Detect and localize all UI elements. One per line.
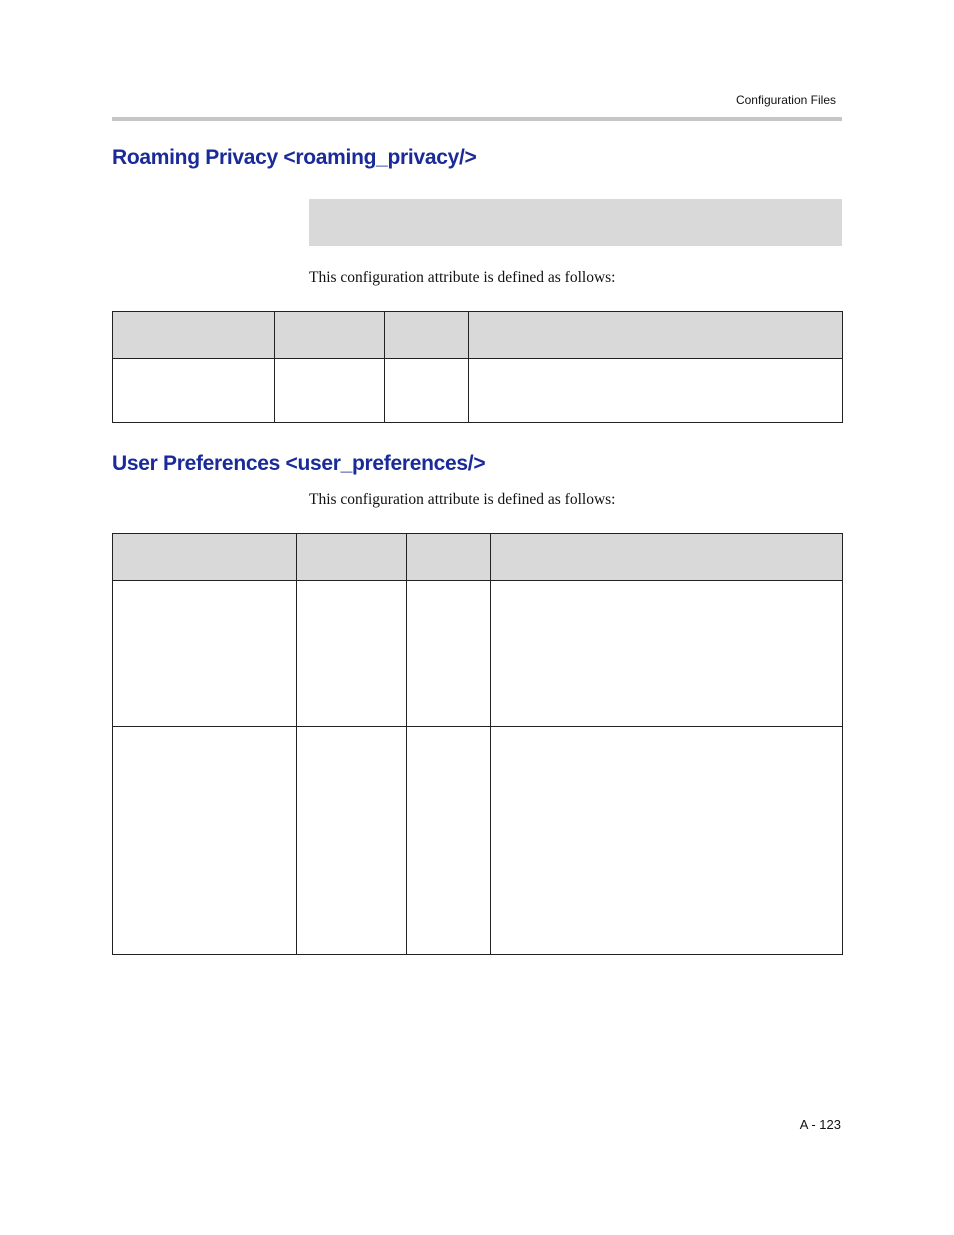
header-cell xyxy=(113,312,275,359)
table-cell xyxy=(113,581,297,727)
page-number: A - 123 xyxy=(799,1117,841,1132)
header-cell xyxy=(297,534,407,581)
table-cell xyxy=(297,581,407,727)
table-cell xyxy=(407,727,491,955)
header-cell xyxy=(275,312,385,359)
header-rule xyxy=(112,117,842,121)
table-cell xyxy=(491,581,843,727)
header-cell xyxy=(385,312,469,359)
note-box xyxy=(309,199,842,246)
section-heading-roaming-privacy: Roaming Privacy <roaming_privacy/> xyxy=(112,146,477,169)
table-cell xyxy=(469,359,843,423)
section-heading-user-preferences: User Preferences <user_preferences/> xyxy=(112,452,486,475)
table-header-row xyxy=(113,534,843,581)
table-cell xyxy=(407,581,491,727)
table-cell xyxy=(297,727,407,955)
roaming-privacy-table xyxy=(112,311,843,423)
table-cell xyxy=(275,359,385,423)
running-header: Configuration Files xyxy=(735,93,836,107)
table-row xyxy=(113,727,843,955)
header-cell xyxy=(491,534,843,581)
user-preferences-table xyxy=(112,533,843,955)
table-row xyxy=(113,581,843,727)
header-cell xyxy=(113,534,297,581)
header-cell xyxy=(469,312,843,359)
table-cell xyxy=(113,359,275,423)
table-header-row xyxy=(113,312,843,359)
table-cell xyxy=(113,727,297,955)
user-preferences-intro: This configuration attribute is defined as follows: xyxy=(309,491,616,508)
table-cell xyxy=(385,359,469,423)
table-row xyxy=(113,359,843,423)
roaming-privacy-intro: This configuration attribute is defined as follows: xyxy=(309,269,616,286)
header-cell xyxy=(407,534,491,581)
table-cell xyxy=(491,727,843,955)
